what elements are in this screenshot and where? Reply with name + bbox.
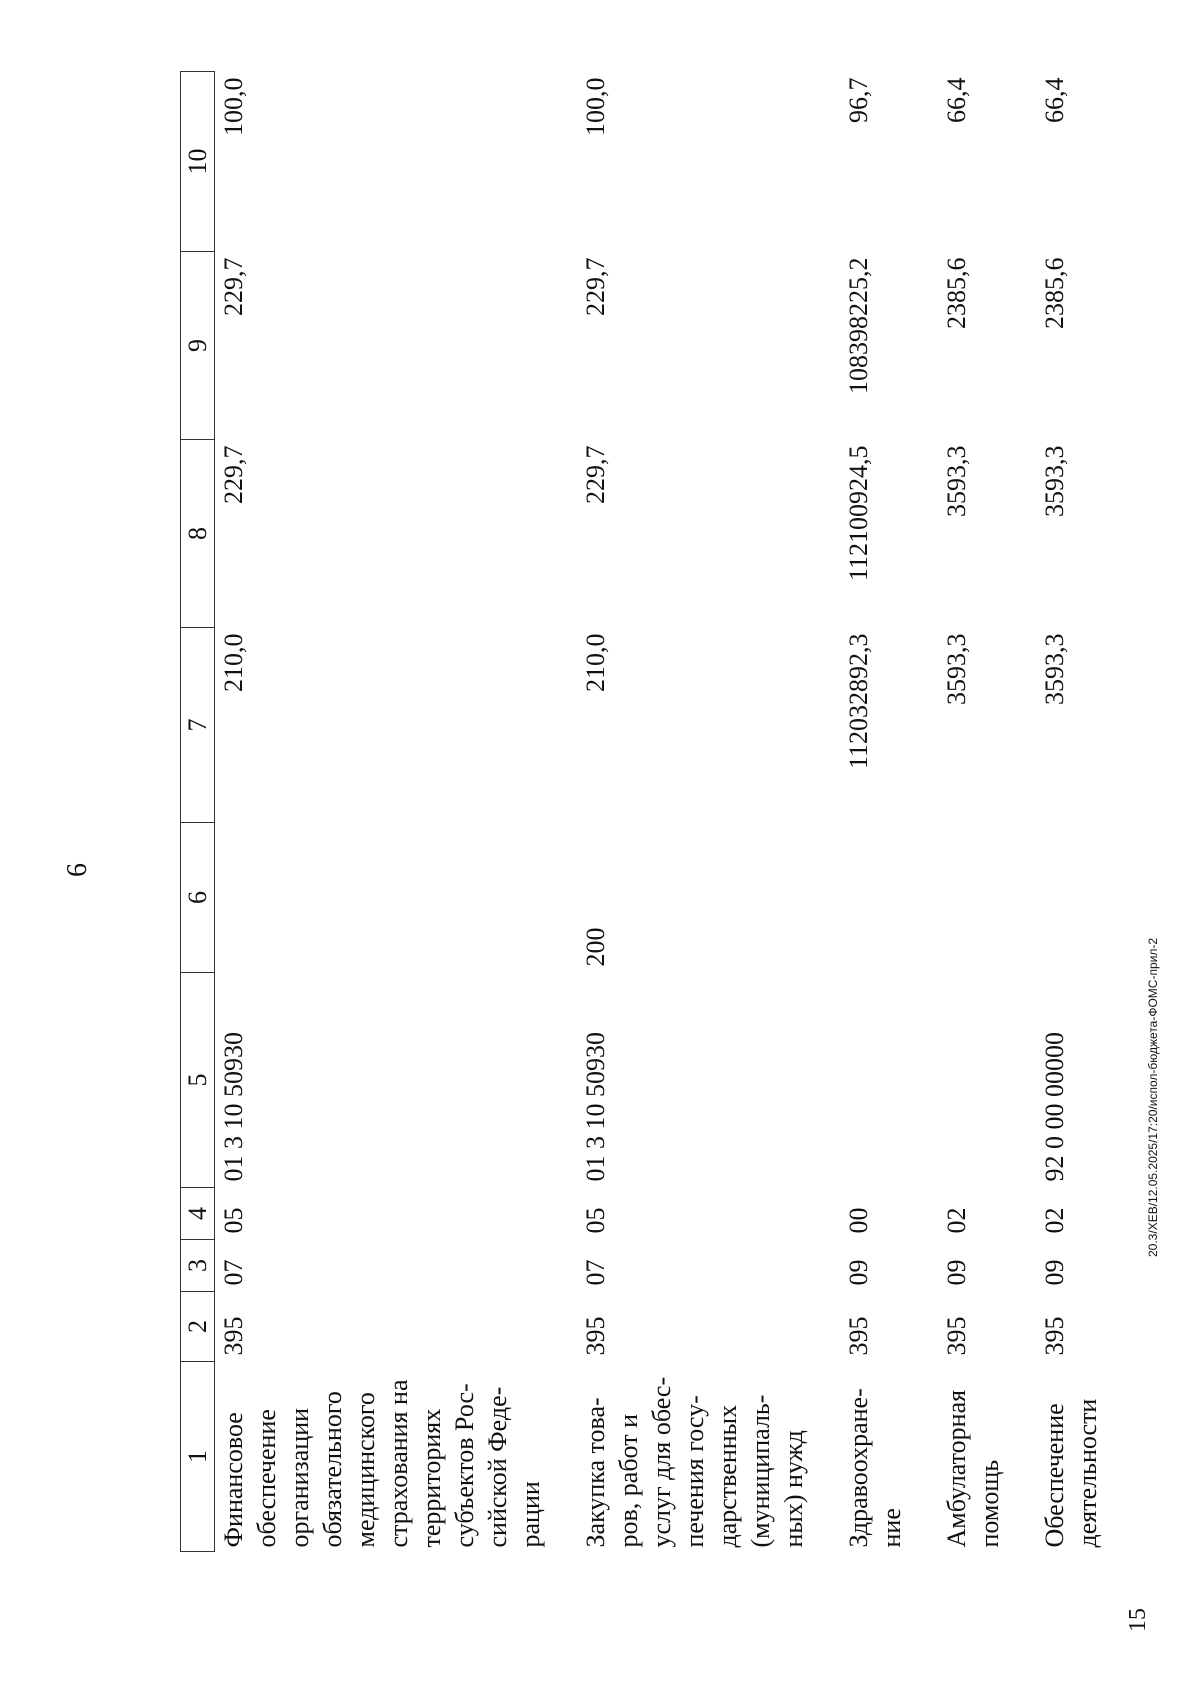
- column-header-5: 5: [181, 973, 215, 1188]
- cell-c3: 09: [1040, 1259, 1069, 1286]
- cell-c3: 07: [581, 1259, 610, 1286]
- cell-c5: 92 0 00 00000: [1040, 1032, 1069, 1182]
- cell-c7: 3593,3: [1040, 633, 1069, 705]
- cell-c10: 100,0: [581, 77, 610, 136]
- row-name: Здравоохране-ние: [844, 1388, 906, 1548]
- row-name: Финансовое обеспечение организации обязательного медицинского страхования на территориях субъектов Рос-сийской Феде-рации: [219, 1379, 545, 1548]
- table-row: [1036, 72, 1134, 1552]
- header-row: [181, 72, 215, 1552]
- row-name: Закупка това-ров, работ и услуг для обес-печения госу-дарственных (муниципаль-ных) нужд: [581, 1376, 808, 1548]
- row-name: Обеспечение деятельности: [1040, 1398, 1102, 1548]
- column-header-6: 6: [181, 823, 215, 973]
- cell-c9: 229,7: [581, 257, 610, 316]
- cell-c10: 66,4: [942, 77, 971, 123]
- cell-c8: 112100924,5: [844, 445, 873, 582]
- cell-c8: 3593,3: [1040, 445, 1069, 517]
- table-body: [215, 72, 1135, 1552]
- cell-c6: 200: [581, 927, 610, 967]
- column-header-2: 2: [181, 1292, 215, 1362]
- cell-c9: 2385,6: [942, 257, 971, 329]
- cell-c7: 112032892,3: [844, 633, 873, 770]
- budget-table: [180, 71, 1134, 1552]
- cell-c3: 09: [844, 1259, 873, 1286]
- cell-c3: 09: [942, 1259, 971, 1286]
- table-header: [181, 72, 215, 1552]
- row-name: Амбулаторная помощь: [942, 1389, 1004, 1548]
- cell-c2: 395: [942, 1316, 971, 1356]
- column-header-3: 3: [181, 1240, 215, 1292]
- table-row: [938, 72, 1036, 1552]
- cell-c3: 07: [219, 1259, 248, 1286]
- outer-page-number: 15: [1125, 1608, 1151, 1632]
- table-row: [577, 72, 840, 1552]
- cell-c5: 01 3 10 50930: [581, 1032, 610, 1182]
- cell-c4: 00: [844, 1207, 873, 1234]
- column-header-10: 10: [181, 72, 215, 252]
- cell-c2: 395: [1040, 1316, 1069, 1356]
- cell-c8: 229,7: [581, 445, 610, 504]
- cell-c6: [938, 823, 1036, 973]
- column-header-4: 4: [181, 1188, 215, 1240]
- cell-c2: 395: [219, 1316, 248, 1356]
- cell-c8: 3593,3: [942, 445, 971, 517]
- column-header-7: 7: [181, 628, 215, 823]
- cell-c5: [840, 973, 938, 1188]
- cell-c10: 96,7: [844, 77, 873, 123]
- column-header-8: 8: [181, 440, 215, 628]
- cell-c7: 210,0: [219, 633, 248, 692]
- cell-c10: 66,4: [1040, 77, 1069, 123]
- table-row: [840, 72, 938, 1552]
- column-header-1: 1: [181, 1362, 215, 1552]
- cell-c4: 02: [942, 1207, 971, 1234]
- cell-c7: 210,0: [581, 633, 610, 692]
- cell-c6: [1036, 823, 1134, 973]
- cell-c2: 395: [844, 1316, 873, 1356]
- cell-c9: 108398225,2: [844, 257, 873, 394]
- cell-c6: [215, 823, 578, 973]
- cell-c2: 395: [581, 1316, 610, 1356]
- cell-c9: 229,7: [219, 257, 248, 316]
- cell-c7: 3593,3: [942, 633, 971, 705]
- cell-c6: [840, 823, 938, 973]
- cell-c8: 229,7: [219, 445, 248, 504]
- cell-c5: [938, 973, 1036, 1188]
- cell-c5: 01 3 10 50930: [219, 1032, 248, 1182]
- column-header-9: 9: [181, 252, 215, 440]
- cell-c10: 100,0: [219, 77, 248, 136]
- cell-c4: 05: [581, 1207, 610, 1234]
- cell-c4: 05: [219, 1207, 248, 1234]
- page-number: 6: [62, 863, 93, 877]
- cell-c9: 2385,6: [1040, 257, 1069, 329]
- cell-c4: 02: [1040, 1207, 1069, 1234]
- table-row: [215, 72, 578, 1552]
- footer-document-code: 20.3/ХЕВ/12.05.2025/17:20/испол-бюджета-ФОМС-прил-2: [1146, 937, 1160, 1257]
